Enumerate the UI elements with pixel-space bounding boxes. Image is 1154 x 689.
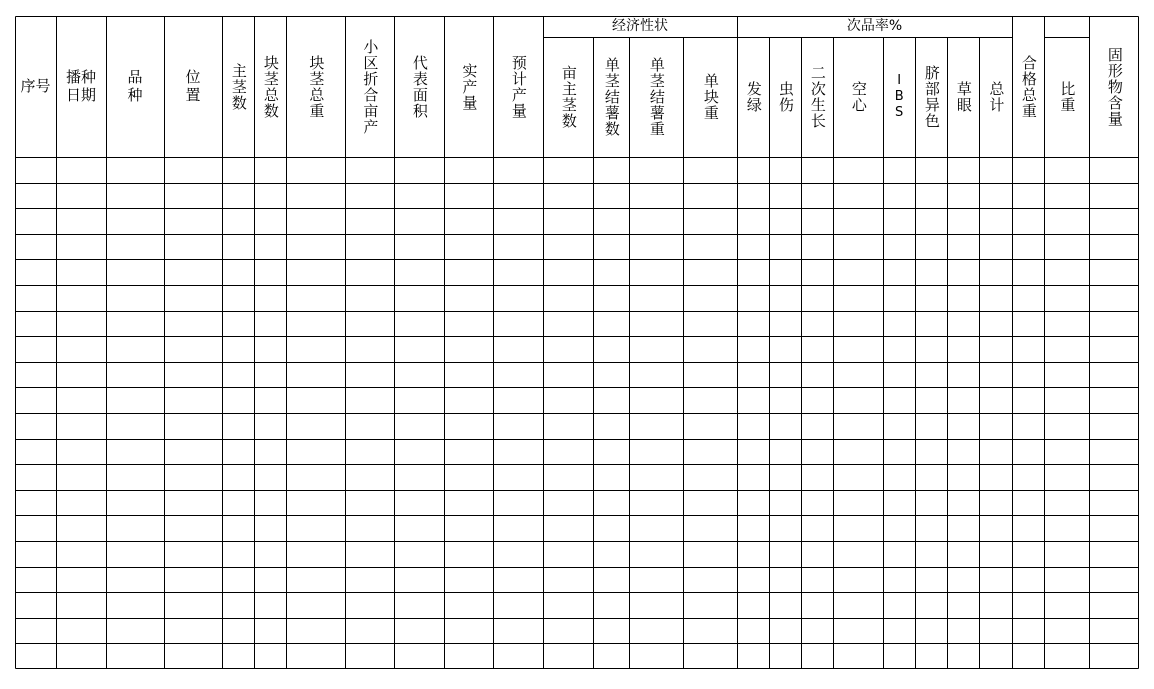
header-hollow: 空心: [849, 81, 868, 113]
header-tuber-weight: 块茎总重: [307, 54, 326, 119]
header-solids: 固形物含量: [1105, 46, 1124, 127]
header-insect: 虫伤: [776, 81, 795, 113]
header-total: 总计: [987, 81, 1006, 113]
header-actual-yield: 实产量: [460, 62, 479, 111]
header-ibs: IBS: [891, 73, 907, 121]
header-rep-area: 代表面积: [410, 54, 429, 119]
header-grass-eye: 草眼: [954, 81, 973, 113]
header-navel: 脐部异色: [922, 65, 941, 129]
header-defect-group: 次品率%: [846, 18, 903, 35]
header-stem-tuber-weight: 单茎结薯重: [647, 57, 666, 137]
header-main-stem: 主茎数: [229, 62, 248, 111]
header-est-yield: 预计产量: [509, 54, 528, 119]
header-mu-main-stem: 亩主茎数: [559, 65, 578, 129]
header-green: 发绿: [744, 81, 763, 113]
header-single-tuber-weight: 单块重: [701, 73, 720, 121]
header-sow-date: 播种日期: [65, 67, 96, 104]
data-table: [15, 16, 1139, 669]
header-specific-gravity: 比重: [1058, 81, 1077, 113]
header-plot-mu-yield: 小区折合亩产: [361, 38, 380, 135]
header-tuber-count: 块茎总数: [261, 54, 280, 119]
header-seq: 序号: [20, 76, 51, 95]
header-position: 位置: [185, 67, 201, 104]
header-variety: 品种: [127, 67, 143, 104]
header-secondary: 二次生长: [808, 65, 827, 129]
header-econ-group: 经济性状: [612, 18, 668, 35]
header-qualified-weight: 合格总重: [1019, 54, 1038, 119]
header-stem-tuber-count: 单茎结薯数: [602, 57, 621, 137]
